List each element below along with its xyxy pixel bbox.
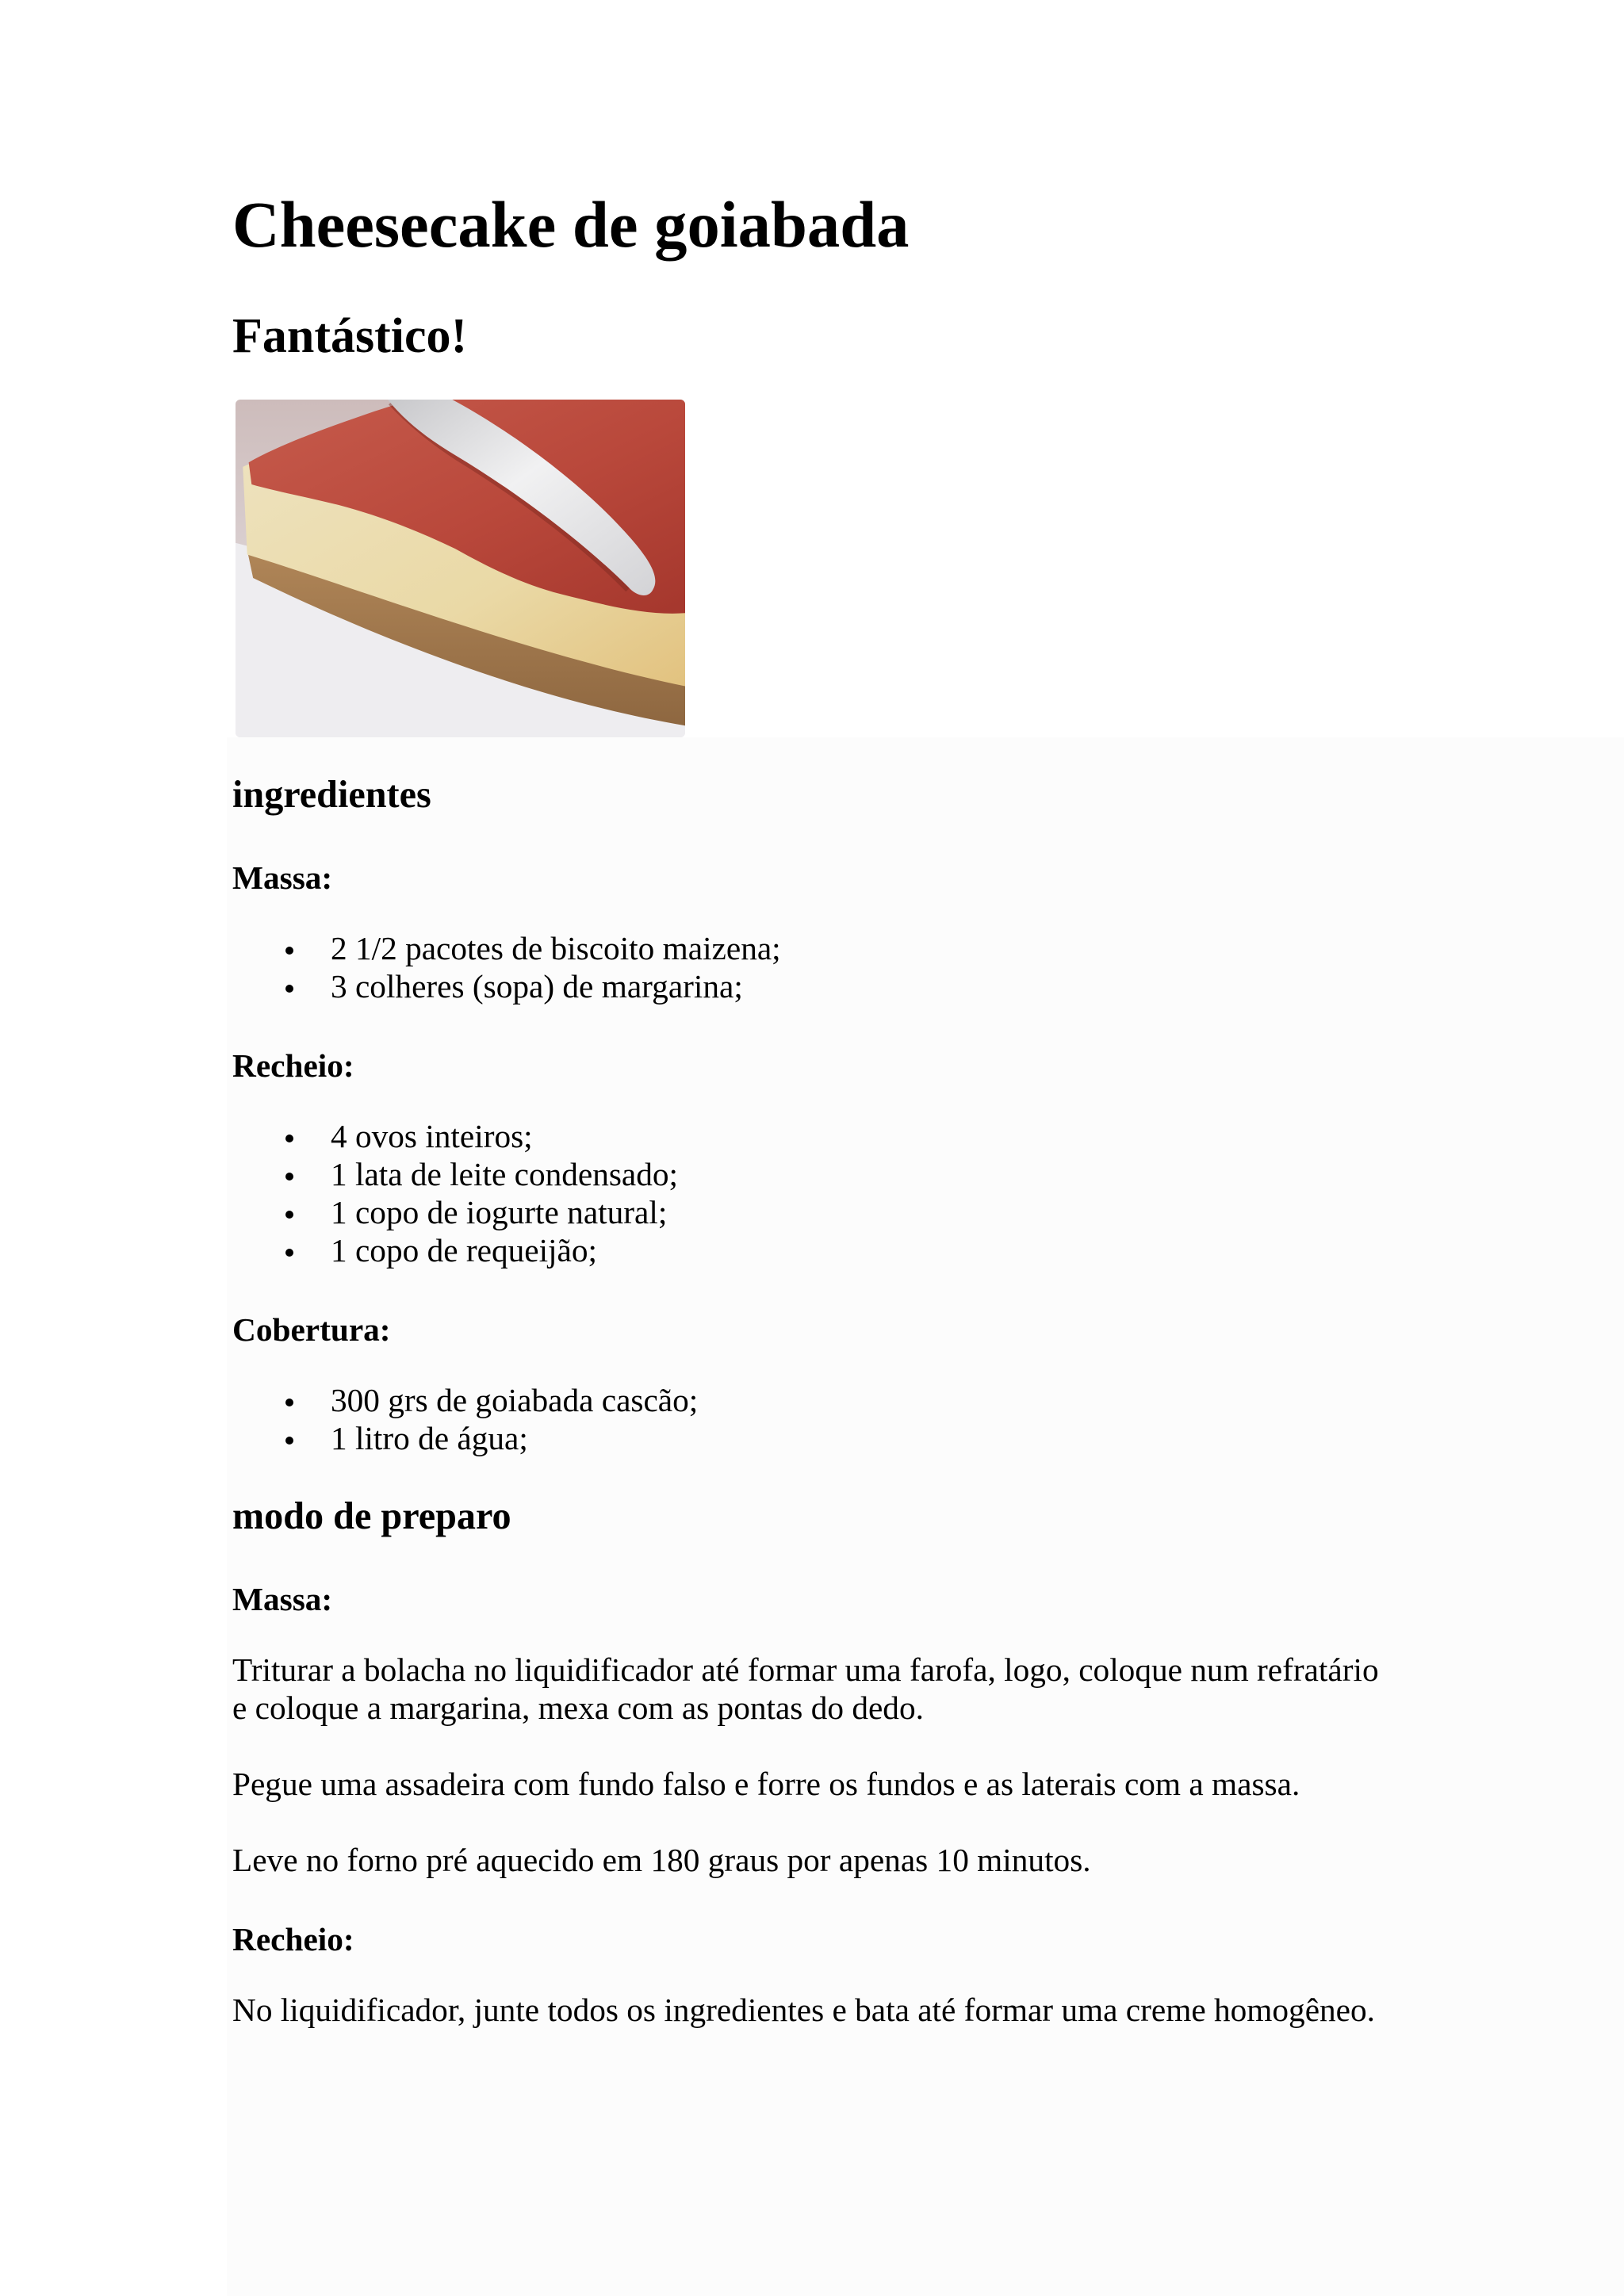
recipe-content xyxy=(232,187,1391,2029)
preparation-step-label: Massa: xyxy=(232,1581,333,1617)
preparation-paragraph xyxy=(232,1841,1391,1879)
ingredient-item: 2 1/2 pacotes de biscoito maizena; xyxy=(331,929,1391,967)
ingredients-list xyxy=(232,1117,1391,1269)
ingredient-item: 300 grs de goiabada cascão; xyxy=(331,1381,1391,1419)
recipe-title: Cheesecake de goiabada xyxy=(232,188,910,261)
preparation-paragraph xyxy=(232,1651,1391,1727)
ingredient-item: 4 ovos inteiros; xyxy=(331,1117,1391,1155)
paragraph-line: Leve no forno pré aquecido em 180 graus por apenas 10 minutos. xyxy=(232,1842,1091,1878)
ingredients-list xyxy=(232,929,1391,1005)
preparation-section xyxy=(232,1494,1391,2029)
preparation-step-label: Recheio: xyxy=(232,1921,354,1957)
preparation-paragraph xyxy=(232,1765,1391,1803)
paragraph-line: e coloque a margarina, mexa com as pontas do dedo. xyxy=(232,1689,924,1726)
ingredients-section xyxy=(232,773,1391,1457)
ingredients-group-label: Cobertura: xyxy=(232,1311,391,1348)
ingredients-group-label: Recheio: xyxy=(232,1047,354,1084)
ingredients-list xyxy=(232,1381,1391,1457)
paragraph-line: No liquidificador, junte todos os ingredientes e bata até formar uma creme homogêneo. xyxy=(232,1992,1375,2028)
ingredient-item: 1 copo de iogurte natural; xyxy=(331,1193,1391,1231)
ingredients-group-label: Massa: xyxy=(232,859,333,896)
preparation-heading: modo de preparo xyxy=(232,1495,511,1537)
paragraph-line: Pegue uma assadeira com fundo falso e forre os fundos e as laterais com a massa. xyxy=(232,1766,1300,1802)
ingredient-item: 1 copo de requeijão; xyxy=(331,1231,1391,1269)
cheesecake-photo xyxy=(236,400,685,737)
recipe-subtitle: Fantástico! xyxy=(232,309,468,363)
preparation-paragraph xyxy=(232,1991,1391,2029)
paragraph-line: Triturar a bolacha no liquidificador até formar uma farofa, logo, coloque num refratário xyxy=(232,1651,1379,1688)
ingredient-item: 1 litro de água; xyxy=(331,1419,1391,1457)
ingredient-item: 3 colheres (sopa) de margarina; xyxy=(331,967,1391,1005)
ingredient-item: 1 lata de leite condensado; xyxy=(331,1155,1391,1193)
cheesecake-photo-drawing xyxy=(236,400,685,737)
ingredients-heading: ingredientes xyxy=(232,774,431,816)
